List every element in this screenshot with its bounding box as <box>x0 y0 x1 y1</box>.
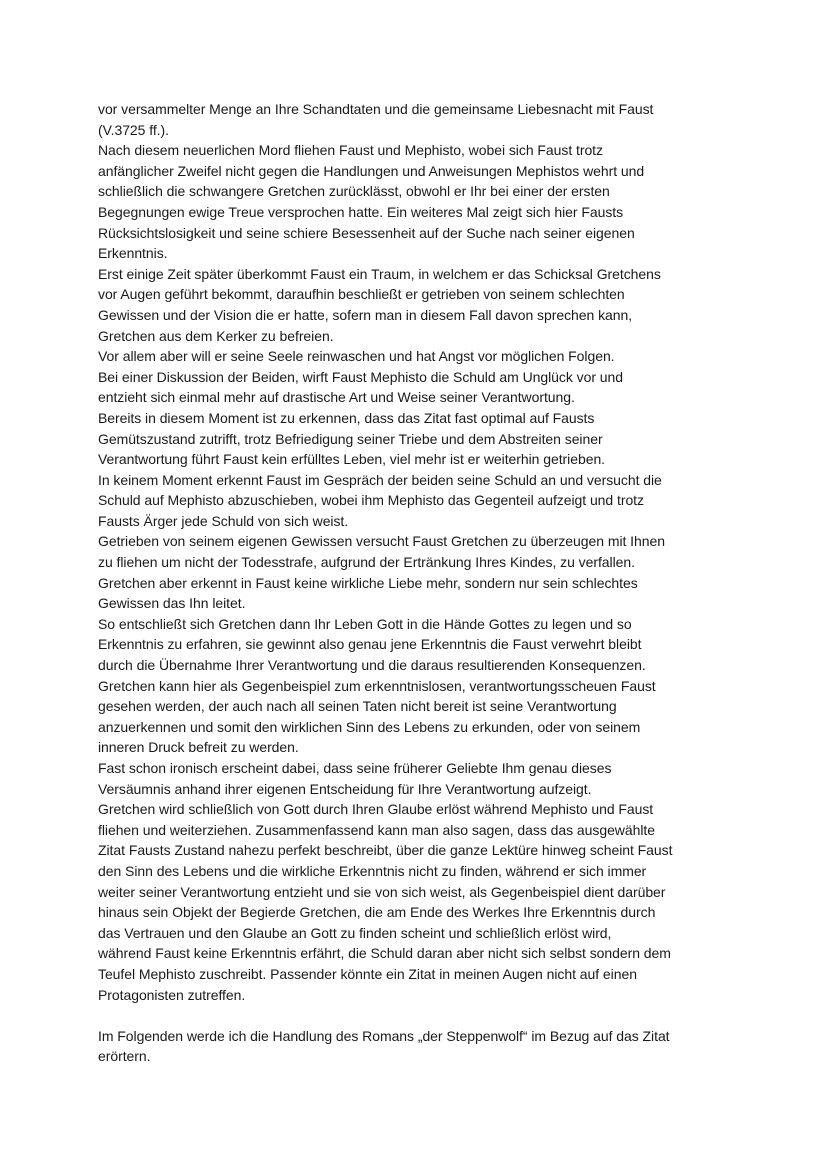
text-line: Fausts Ärger jede Schuld von sich weist. <box>98 512 349 529</box>
text-line: Gretchen wird schließlich von Gott durch Ihren Glaube erlöst während Mephisto und Faust <box>98 801 654 818</box>
text-line: inneren Druck befreit zu werden. <box>98 739 299 756</box>
text-line: entzieht sich einmal mehr auf drastische Art und Weise seiner Verantwortung. <box>98 389 575 406</box>
body-text <box>98 99 748 1005</box>
text-line: Protagonisten zutreffen. <box>98 986 246 1003</box>
text-line: Erkenntnis. <box>98 245 168 262</box>
text-line: Gretchen kann hier als Gegenbeispiel zum erkenntnislosen, verantwortungsscheuen Faust <box>98 677 656 694</box>
text-line: hinaus sein Objekt der Begierde Gretchen, die am Ende des Werkes Ihre Erkenntnis durch <box>98 904 656 921</box>
text-line: zu fliehen um nicht der Todesstrafe, aufgrund der Ertränkung Ihres Kindes, zu verfallen. <box>98 554 635 571</box>
document-page <box>98 99 748 1067</box>
text-line: So entschließt sich Gretchen dann Ihr Leben Gott in die Hände Gottes zu legen und so <box>98 615 632 632</box>
text-line: schließlich die schwangere Gretchen zurücklässt, obwohl er Ihr bei einer der ersten <box>98 183 610 200</box>
text-line: Zitat Fausts Zustand nahezu perfekt beschreibt, über die ganze Lektüre hinweg scheint Faust <box>98 842 673 859</box>
text-line: Vor allem aber will er seine Seele reinwaschen und hat Angst vor möglichen Folgen. <box>98 348 615 365</box>
text-line: das Vertrauen und den Glaube an Gott zu finden scheint und schließlich erlöst wird, <box>98 924 612 941</box>
text-line: erörtern. <box>98 1048 151 1065</box>
text-line: Gretchen aber erkennt in Faust keine wirkliche Liebe mehr, sondern nur sein schlechtes <box>98 574 638 591</box>
text-line: anzuerkennen und somit den wirklichen Sinn des Lebens zu erkunden, oder von seinem <box>98 718 641 735</box>
text-line: (V.3725 ff.). <box>98 121 169 138</box>
text-line: Erkenntnis zu erfahren, sie gewinnt also genau jene Erkenntnis die Faust verwehrt bleibt <box>98 636 642 653</box>
text-line: Schuld auf Mephisto abzuschieben, wobei ihm Mephisto das Gegenteil aufzeigt und trotz <box>98 492 644 509</box>
text-line: vor versammelter Menge an Ihre Schandtaten und die gemeinsame Liebesnacht mit Faust <box>98 101 654 117</box>
text-line: Verantwortung führt Faust kein erfülltes Leben, viel mehr ist er weiterhin getrieben. <box>98 451 606 468</box>
text-line: durch die Übernahme Ihrer Verantwortung und die daraus resultierenden Konsequenzen. <box>98 657 646 674</box>
text-line: Versäumnis anhand ihrer eigenen Entscheidung für Ihre Verantwortung aufzeigt. <box>98 780 592 797</box>
text-line: Teufel Mephisto zuschreibt. Passender könnte ein Zitat in meinen Augen nicht auf einen <box>98 965 637 982</box>
text-line: Im Folgenden werde ich die Handlung des Romans „der Steppenwolf“ im Bezug auf das Zitat <box>98 1027 670 1044</box>
text-line: Gewissen und der Vision die er hatte, sofern man in diesem Fall davon sprechen kann, <box>98 306 633 323</box>
text-line: Gewissen das Ihn leitet. <box>98 595 246 612</box>
text-line: In keinem Moment erkennt Faust im Gespräch der beiden seine Schuld an und versucht die <box>98 471 662 488</box>
text-line: vor Augen geführt bekommt, daraufhin beschließt er getrieben von seinem schlechten <box>98 286 625 303</box>
text-line: Bereits in diesem Moment ist zu erkennen, dass das Zitat fast optimal auf Fausts <box>98 409 595 426</box>
text-line: Erst einige Zeit später überkommt Faust ein Traum, in welchem er das Schicksal Gretchens <box>98 265 661 282</box>
text-line: Rücksichtslosigkeit und seine schiere Besessenheit auf der Suche nach seiner eigenen <box>98 224 635 241</box>
text-line: fliehen und weiterziehen. Zusammenfassend kann man also sagen, dass das ausgewählte <box>98 821 655 838</box>
text-line: weiter seiner Verantwortung entzieht und sie von sich weist, als Gegenbeispiel dient darüber <box>98 883 666 900</box>
paragraph-spacer <box>98 1005 748 1026</box>
text-line: Begegnungen ewige Treue versprochen hatte. Ein weiteres Mal zeigt sich hier Fausts <box>98 203 624 220</box>
text-line: während Faust keine Erkenntnis erfährt, die Schuld daran aber nicht sich selbst sondern dem <box>98 945 671 962</box>
text-line: Getrieben von seinem eigenen Gewissen versucht Faust Gretchen zu überzeugen mit Ihnen <box>98 533 665 550</box>
text-line: Bei einer Diskussion der Beiden, wirft Faust Mephisto die Schuld am Unglück vor und <box>98 368 623 385</box>
text-line: Fast schon ironisch erscheint dabei, dass seine früherer Geliebte Ihm genau dieses <box>98 760 612 776</box>
text-line: anfänglicher Zweifel nicht gegen die Handlungen und Anweisungen Mephistos wehrt und <box>98 162 645 179</box>
text-line: Nach diesem neuerlichen Mord fliehen Faust und Mephisto, wobei sich Faust trotz <box>98 142 603 159</box>
text-line: gesehen werden, der auch nach all seinen Taten nicht bereit ist seine Verantwortung <box>98 698 617 715</box>
text-line: Gretchen aus dem Kerker zu befreien. <box>98 327 334 344</box>
text-line: den Sinn des Lebens und die wirkliche Erkenntnis nicht zu finden, während er sich immer <box>98 862 647 879</box>
text-line: Gemütszustand zutrifft, trotz Befriedigung seiner Triebe und dem Abstreiten seiner <box>98 430 603 447</box>
closing-paragraph <box>98 1026 748 1067</box>
